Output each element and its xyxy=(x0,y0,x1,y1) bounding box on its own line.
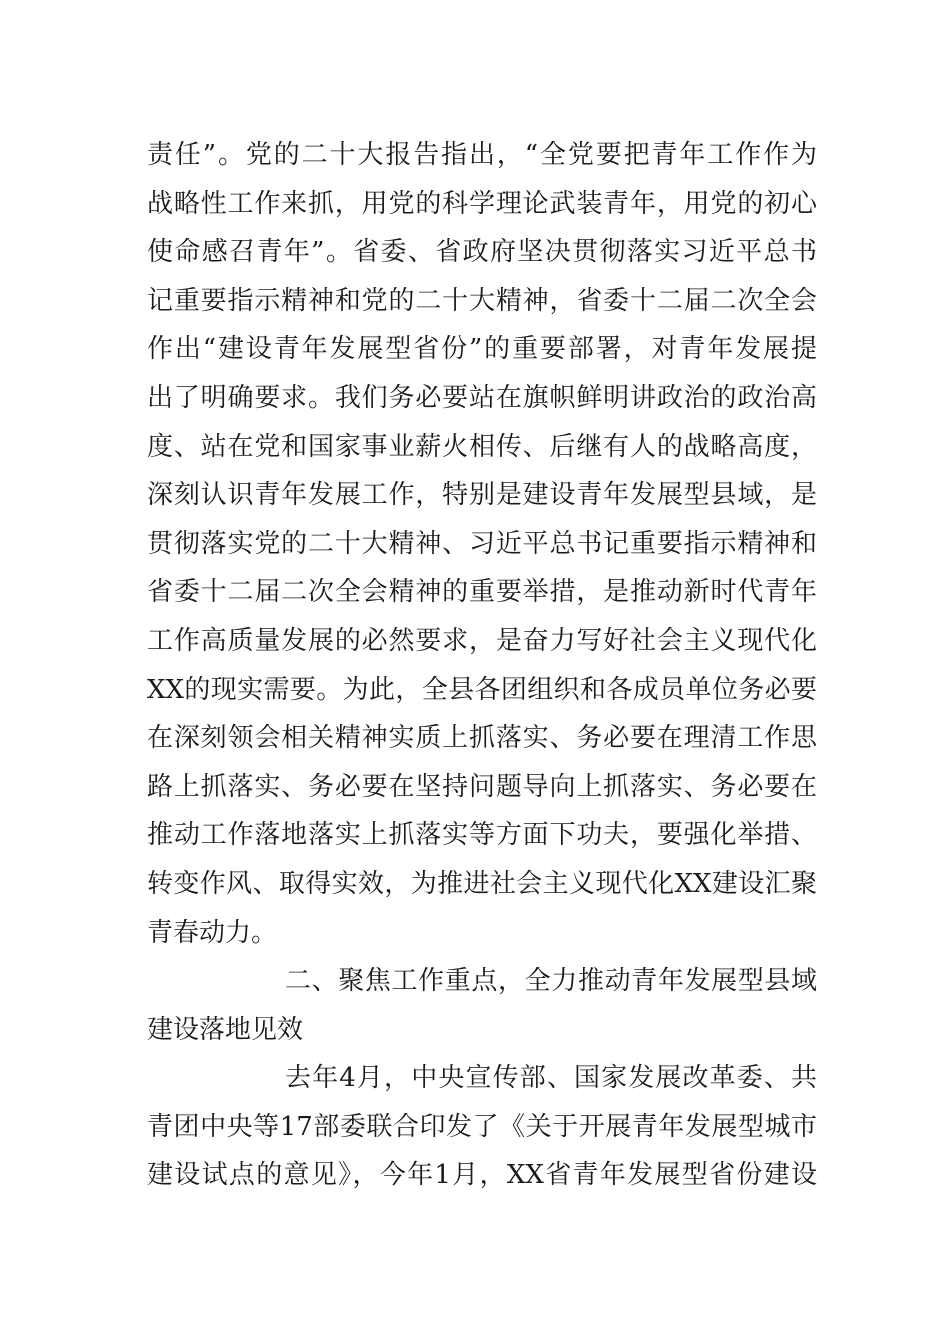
paragraph-line: 推动工作落地落实上抓落实等方面下功夫，要强化举措、 xyxy=(147,820,817,851)
paragraph-line: 去年4月，中央宣传部、国家发展改革委、共 xyxy=(285,1063,817,1094)
document-body xyxy=(147,131,817,1200)
section-heading-continued: 建设落地见效 xyxy=(147,1014,304,1045)
paragraph-line: XX的现实需要。为此，全县各团组织和各成员单位务必要 xyxy=(147,674,817,705)
paragraph-line: 记重要指示精神和党的二十大精神，省委十二届二次全会 xyxy=(147,285,817,316)
paragraph-line: 战略性工作来抓，用党的科学理论武装青年，用党的初心 xyxy=(147,188,817,219)
paragraph-line: 作出“建设青年发展型省份”的重要部署，对青年发展提 xyxy=(147,334,817,365)
paragraph-line: 省委十二届二次全会精神的重要举措，是推动新时代青年 xyxy=(147,577,817,608)
paragraph-line: 青团中央等17部委联合印发了《关于开展青年发展型城市 xyxy=(147,1111,817,1142)
paragraph-line: 建设试点的意见》，今年1月，XX省青年发展型省份建设 xyxy=(147,1160,817,1191)
paragraph-line: 转变作风、取得实效，为推进社会主义现代化XX建设汇聚 xyxy=(147,868,817,899)
paragraph-line: 责任”。党的二十大报告指出，“全党要把青年工作作为 xyxy=(147,140,817,170)
paragraph-line: 路上抓落实、务必要在坚持问题导向上抓落实、务必要在 xyxy=(147,771,817,802)
paragraph-line: 在深刻领会相关精神实质上抓落实、务必要在理清工作思 xyxy=(147,723,817,754)
section-heading: 二、聚焦工作重点，全力推动青年发展型县域 xyxy=(285,966,817,997)
paragraph-line: 使命感召青年”。省委、省政府坚决贯彻落实习近平总书 xyxy=(147,237,817,268)
paragraph-line: 贯彻落实党的二十大精神、习近平总书记重要指示精神和 xyxy=(147,528,817,559)
paragraph-line: 度、站在党和国家事业薪火相传、后继有人的战略高度， xyxy=(147,431,817,462)
paragraph-line: 工作高质量发展的必然要求，是奋力写好社会主义现代化 xyxy=(147,625,817,656)
paragraph-line: 深刻认识青年发展工作，特别是建设青年发展型县域，是 xyxy=(147,480,817,511)
paragraph-line: 出了明确要求。我们务必要站在旗帜鲜明讲政治的政治高 xyxy=(147,382,817,413)
paragraph-line: 青春动力。 xyxy=(147,917,278,948)
